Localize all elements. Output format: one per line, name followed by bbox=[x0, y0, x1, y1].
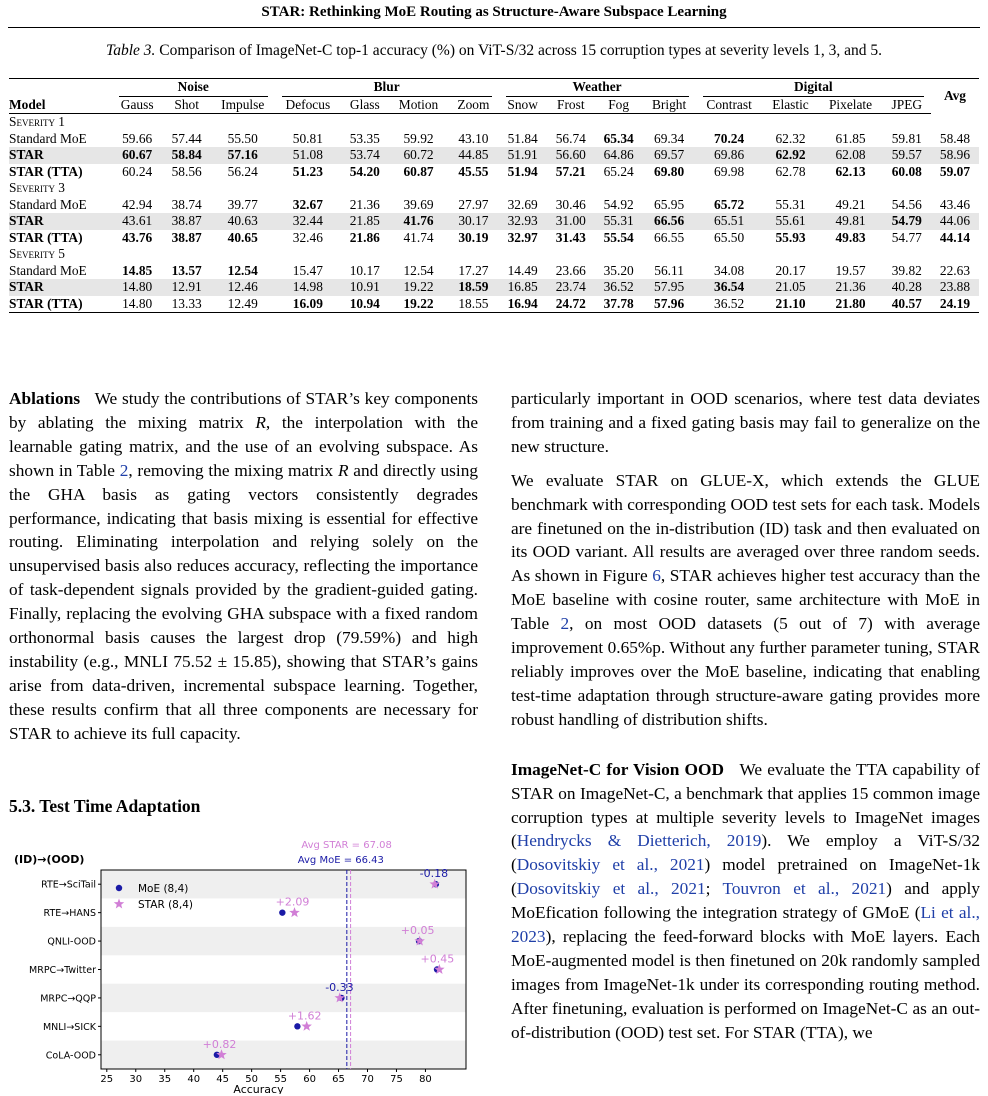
severity-label: Severity 3 bbox=[9, 180, 65, 195]
x-tick-label: 40 bbox=[187, 1074, 201, 1085]
table-cell: 65.51 bbox=[696, 213, 763, 230]
table-group-header-cell bbox=[696, 79, 931, 97]
table-cell: 55.93 bbox=[775, 229, 806, 245]
right-column bbox=[511, 387, 980, 1055]
table-cell: 21.80 bbox=[818, 296, 882, 313]
table-cell: 31.00 bbox=[547, 213, 595, 230]
table-cell: 14.80 bbox=[112, 296, 163, 313]
table-cell: 65.24 bbox=[603, 163, 634, 179]
x-tick-label: 45 bbox=[216, 1074, 230, 1085]
table-cell: 23.88 bbox=[931, 279, 979, 296]
table-cell: 56.24 bbox=[227, 163, 258, 179]
table-row bbox=[9, 197, 979, 214]
table-cell: 14.49 bbox=[507, 262, 538, 278]
citation-link[interactable]: Dosovitskiy et al., 2021 bbox=[516, 879, 706, 899]
header-rule bbox=[8, 27, 980, 28]
table-cell: 60.08 bbox=[891, 163, 922, 179]
table-cell: 39.82 bbox=[891, 262, 922, 278]
table-cell: 16.94 bbox=[499, 296, 547, 313]
category-label: MRPC→Twitter bbox=[29, 965, 96, 976]
table-cell: 59.57 bbox=[883, 147, 931, 164]
table-cell: 21.05 bbox=[763, 279, 819, 296]
table-corner-cell bbox=[9, 79, 112, 97]
column-header: Bright bbox=[643, 97, 696, 114]
table-cell: 19.22 bbox=[389, 279, 449, 296]
table-cell: 69.86 bbox=[696, 147, 763, 164]
table-cell: 35.20 bbox=[603, 262, 634, 278]
table-cell: 38.74 bbox=[171, 196, 202, 212]
table-caption bbox=[0, 42, 988, 60]
group-label: Digital bbox=[703, 79, 924, 97]
table-row bbox=[9, 147, 979, 164]
table-row bbox=[9, 230, 979, 247]
table-cell: 43.46 bbox=[939, 196, 971, 212]
column-header: Fog bbox=[595, 97, 643, 114]
table-ref-link[interactable]: 2 bbox=[119, 460, 129, 480]
table-cell: 51.84 bbox=[507, 130, 538, 146]
chart-title: (ID)→(OOD) bbox=[14, 853, 85, 866]
table-cell: 54.20 bbox=[349, 163, 380, 179]
table-cell: 57.96 bbox=[643, 296, 696, 313]
table-cell: 12.54 bbox=[227, 262, 258, 278]
table-cell: 59.07 bbox=[939, 163, 971, 179]
table-cell: 12.91 bbox=[163, 279, 211, 296]
table-cell: 10.91 bbox=[341, 279, 389, 296]
category-label: RTE→SciTail bbox=[41, 879, 96, 891]
table-cell: 70.24 bbox=[714, 130, 745, 146]
group-label: Noise bbox=[119, 79, 268, 97]
table-row bbox=[9, 164, 979, 181]
caption-label: Table 3. bbox=[106, 42, 156, 59]
table-cell: 57.16 bbox=[211, 147, 275, 164]
table-cell: 44.14 bbox=[939, 229, 971, 245]
table-cell: 55.31 bbox=[595, 213, 643, 230]
table-cell: 50.81 bbox=[292, 130, 323, 146]
table-cell: 57.95 bbox=[643, 279, 696, 296]
table-cell: 56.60 bbox=[547, 147, 595, 164]
table-row bbox=[9, 296, 979, 313]
severity-row bbox=[9, 180, 979, 197]
column-header: Gauss bbox=[112, 97, 163, 114]
table-cell: 30.17 bbox=[448, 213, 498, 230]
model-name: Standard MoE bbox=[9, 262, 87, 278]
table-cell: 41.74 bbox=[403, 229, 434, 245]
moe-point bbox=[279, 909, 285, 915]
citation-link[interactable]: Hendrycks & Dietterich, 2019 bbox=[516, 831, 762, 851]
table-cell: 57.44 bbox=[171, 130, 202, 146]
delta-label: +1.62 bbox=[287, 1009, 322, 1023]
table-cell: 39.77 bbox=[227, 196, 258, 212]
table-cell: 45.55 bbox=[458, 163, 489, 179]
column-header: Snow bbox=[499, 97, 547, 114]
table-cell: 55.50 bbox=[227, 130, 258, 146]
x-tick-label: 35 bbox=[158, 1074, 172, 1085]
tta-chart bbox=[8, 832, 478, 1094]
legend-star-label: STAR (8,4) bbox=[138, 899, 193, 911]
table-cell: 14.85 bbox=[122, 262, 153, 278]
table-cell: 51.94 bbox=[507, 163, 538, 179]
legend-star-marker bbox=[114, 899, 124, 909]
severity-row bbox=[9, 246, 979, 263]
table-cell: 59.81 bbox=[891, 130, 922, 146]
table-cell: 15.47 bbox=[292, 262, 323, 278]
delta-label: +0.45 bbox=[420, 952, 455, 966]
model-header: Model bbox=[9, 97, 112, 114]
column-header: Zoom bbox=[448, 97, 498, 114]
table-cell: 58.56 bbox=[171, 163, 202, 179]
table-group-header bbox=[9, 79, 979, 97]
model-name: Standard MoE bbox=[9, 196, 87, 212]
table-cell: 60.87 bbox=[403, 163, 434, 179]
model-name: STAR (TTA) bbox=[9, 229, 83, 245]
table-column-header bbox=[9, 97, 979, 114]
table-row bbox=[9, 213, 979, 230]
x-tick-label: 80 bbox=[419, 1074, 432, 1085]
x-tick-label: 60 bbox=[303, 1074, 316, 1085]
category-label: RTE→HANS bbox=[43, 908, 96, 920]
column-header: Impulse bbox=[211, 97, 275, 114]
column-header: Defocus bbox=[275, 97, 341, 114]
table-cell: 54.92 bbox=[603, 196, 634, 212]
category-label: CoLA-OOD bbox=[45, 1050, 96, 1062]
table-cell: 34.08 bbox=[714, 262, 745, 278]
table-cell: 65.50 bbox=[714, 229, 745, 245]
x-axis-label: Accuracy bbox=[233, 1083, 284, 1094]
table-cell: 65.34 bbox=[603, 130, 634, 146]
table-cell: 62.13 bbox=[835, 163, 866, 179]
table-cell: 62.08 bbox=[818, 147, 882, 164]
legend-moe-marker bbox=[116, 885, 122, 891]
ablations-heading: Ablations bbox=[9, 389, 81, 408]
moe-point bbox=[294, 1023, 300, 1029]
table-cell: 16.85 bbox=[499, 279, 547, 296]
page-header: STAR: Rethinking MoE Routing as Structure-Aware Subspace Learning bbox=[261, 4, 727, 20]
figure-ref-link[interactable]: 6 bbox=[652, 566, 661, 586]
results-table bbox=[9, 78, 979, 313]
x-tick-label: 25 bbox=[100, 1074, 114, 1085]
table-cell: 13.57 bbox=[171, 262, 202, 278]
table-cell: 32.44 bbox=[275, 213, 341, 230]
column-header: Shot bbox=[163, 97, 211, 114]
citation-link[interactable]: Dosovitskiy et al., 2021 bbox=[516, 855, 705, 875]
table-cell: 30.46 bbox=[555, 196, 586, 212]
table-cell: 40.63 bbox=[211, 213, 275, 230]
table-cell: 20.17 bbox=[775, 262, 806, 278]
ood-paragraph: particularly important in OOD scenarios, where test data deviates from training and a fixed gating basis may fail to generalize on the new structure. bbox=[511, 389, 980, 456]
x-tick-label: 55 bbox=[274, 1074, 287, 1085]
table-group-header-cell bbox=[275, 79, 499, 97]
x-tick-label: 50 bbox=[245, 1074, 259, 1085]
table-cell: 60.24 bbox=[122, 163, 153, 179]
model-name: STAR (TTA) bbox=[9, 296, 112, 313]
table-cell: 49.83 bbox=[835, 229, 866, 245]
table-cell: 44.06 bbox=[931, 213, 979, 230]
table-cell: 69.80 bbox=[654, 163, 685, 179]
avg-moe-label: Avg MoE = 66.43 bbox=[297, 855, 384, 866]
table-cell: 69.98 bbox=[714, 163, 745, 179]
table-cell: 18.59 bbox=[448, 279, 498, 296]
table-cell: 43.76 bbox=[122, 229, 153, 245]
table-cell: 54.56 bbox=[891, 196, 922, 212]
table-cell: 32.97 bbox=[507, 229, 538, 245]
x-tick-label: 75 bbox=[390, 1074, 403, 1085]
severity-row bbox=[9, 114, 979, 131]
table-cell: 66.55 bbox=[654, 229, 685, 245]
x-tick-label: 70 bbox=[361, 1074, 374, 1085]
delta-label: -0.33 bbox=[325, 980, 354, 994]
table-cell: 65.95 bbox=[654, 196, 685, 212]
table-cell: 32.93 bbox=[499, 213, 547, 230]
table-cell: 44.85 bbox=[448, 147, 498, 164]
category-label: QNLI-OOD bbox=[47, 936, 96, 948]
table-cell: 14.80 bbox=[112, 279, 163, 296]
table-cell: 16.09 bbox=[275, 296, 341, 313]
table-cell: 51.08 bbox=[275, 147, 341, 164]
category-label: MNLI→SICK bbox=[42, 1021, 96, 1033]
table-cell: 59.66 bbox=[122, 130, 153, 146]
table-cell: 55.61 bbox=[763, 213, 819, 230]
column-header: Motion bbox=[389, 97, 449, 114]
delta-label: +2.09 bbox=[275, 895, 310, 909]
x-tick-label: 65 bbox=[332, 1074, 345, 1085]
group-label: Blur bbox=[282, 79, 492, 97]
severity-label: Severity 5 bbox=[9, 246, 65, 261]
table-cell: 21.86 bbox=[349, 229, 380, 245]
ablations-paragraph: Ablations We study the contributions of STAR’s key components by ablating the mixing matrix R, the interpolation with the learnable gating matrix, and the use of an evolving subspace. As shown in Table 2, removing the mixing matrix R and directly using the GHA basis as gating vectors consistently degrades performance, indicating that basis mixing is essential for effective routing. Eliminating interpolation and relying solely on the unsupervised basis also reduces accuracy, reflecting the importance of task-dependent signals provided by the gradient-guided gating. Finally, replacing the evolving GHA subspace with a fixed random orthonormal basis causes the largest drop (79.59%) and high instability (e.g., MNLI 75.52 ± 15.85), showing that STAR’s gains arise from data-driven, incremental subspace learning. Together, these results confirm that all three components are necessary for STAR to achieve its full capacity. bbox=[9, 389, 478, 743]
table-cell: 32.67 bbox=[292, 196, 323, 212]
table-cell: 10.17 bbox=[349, 262, 380, 278]
row-band bbox=[101, 984, 466, 1012]
caption-text: Comparison of ImageNet-C top-1 accuracy (%) on ViT-S/32 across 15 corruption types at severity levels 1, 3, and 5. bbox=[155, 42, 882, 59]
table-cell: 12.46 bbox=[211, 279, 275, 296]
table-cell: 40.65 bbox=[227, 229, 258, 245]
row-band bbox=[101, 1041, 466, 1069]
left-column bbox=[9, 387, 478, 756]
table-cell: 54.79 bbox=[883, 213, 931, 230]
table-cell: 53.35 bbox=[349, 130, 380, 146]
table-cell: 54.77 bbox=[891, 229, 922, 245]
table-cell: 24.19 bbox=[931, 296, 979, 313]
group-label: Weather bbox=[506, 79, 689, 97]
x-tick-label: 30 bbox=[129, 1074, 143, 1085]
table-cell: 51.91 bbox=[499, 147, 547, 164]
table-cell: 42.94 bbox=[122, 196, 153, 212]
table-cell: 22.63 bbox=[939, 262, 971, 278]
citation-link[interactable]: Touvron et al., 2021 bbox=[722, 879, 887, 899]
model-name: STAR bbox=[9, 147, 112, 164]
table-cell: 17.27 bbox=[458, 262, 489, 278]
table-cell: 36.52 bbox=[595, 279, 643, 296]
avg-header: Avg bbox=[931, 79, 979, 114]
table-cell: 40.28 bbox=[883, 279, 931, 296]
table-cell: 49.21 bbox=[835, 196, 866, 212]
table-cell: 38.87 bbox=[163, 213, 211, 230]
table-cell: 49.81 bbox=[818, 213, 882, 230]
table-cell: 27.97 bbox=[458, 196, 489, 212]
table-cell: 57.21 bbox=[555, 163, 586, 179]
model-name: STAR (TTA) bbox=[9, 163, 83, 179]
table-cell: 53.74 bbox=[341, 147, 389, 164]
table-cell: 62.92 bbox=[763, 147, 819, 164]
column-header: Frost bbox=[547, 97, 595, 114]
table-cell: 12.54 bbox=[403, 262, 434, 278]
table-cell: 58.84 bbox=[163, 147, 211, 164]
column-header: JPEG bbox=[883, 97, 931, 114]
table-cell: 37.78 bbox=[595, 296, 643, 313]
imagenet-heading: ImageNet-C for Vision OOD bbox=[511, 759, 724, 779]
table-cell: 10.94 bbox=[341, 296, 389, 313]
section-title: 5.3. Test Time Adaptation bbox=[9, 796, 201, 816]
table-cell: 65.72 bbox=[714, 196, 745, 212]
category-label: MRPC→QQP bbox=[40, 993, 96, 1005]
table-cell: 36.52 bbox=[696, 296, 763, 313]
legend-moe-label: MoE (8,4) bbox=[138, 883, 189, 895]
table-cell: 39.69 bbox=[403, 196, 434, 212]
table-cell: 69.34 bbox=[654, 130, 685, 146]
table-cell: 21.10 bbox=[763, 296, 819, 313]
citation-link[interactable]: Li et al., 2023 bbox=[511, 903, 980, 947]
table-row bbox=[9, 279, 979, 296]
table-cell: 64.86 bbox=[595, 147, 643, 164]
table-cell: 19.57 bbox=[835, 262, 866, 278]
gluex-paragraph: We evaluate STAR on GLUE-X, which extends the GLUE benchmark with corresponding OOD test sets for each task. Models are finetuned on the in-distribution (ID) task and then evaluated on its OOD variant. All results are averaged over three random seeds. As shown in Figure 6, STAR achieves higher test accuracy than the MoE baseline with cosine router, same architecture with MoE in Table 2, on most OOD datasets (5 out of 7) with average improvement 0.65%p. Without any further parameter tuning, STAR reliably improves over the MoE baseline, indicating that enabling test-time adaptation through structure-aware gating provides more robust handling of distribution shifts. bbox=[511, 470, 980, 729]
table-cell: 58.96 bbox=[931, 147, 979, 164]
table-cell: 55.54 bbox=[603, 229, 634, 245]
severity-label: Severity 1 bbox=[9, 114, 65, 129]
imagenet-paragraph: ImageNet-C for Vision OOD We evaluate the TTA capability of STAR on ImageNet-C, a benchmark that applies 15 common image corruption types at multiple severity levels to ImageNet images (Hendrycks & Dietterich, 2019). We employ a ViT-S/32 (Dosovitskiy et al., 2021) model pretrained on ImageNet-1k (Dosovitskiy et al., 2021; Touvron et al., 2021) and apply MoEfication following the integration strategy of GMoE (Li et al., 2023), replacing the feed-forward blocks with MoE layers. Each MoE-augmented model is then finetuned on 20k randomly sampled images from ImageNet-1k under its corresponding routing method. After finetuning, evaluation is performed on ImageNet-C as an out-of-distribution (OOD) test set. For STAR (TTA), we bbox=[511, 759, 980, 1042]
table-row bbox=[9, 131, 979, 148]
table-cell: 56.11 bbox=[654, 262, 684, 278]
table-cell: 56.74 bbox=[555, 130, 586, 146]
table-cell: 14.98 bbox=[275, 279, 341, 296]
table-cell: 38.87 bbox=[171, 229, 202, 245]
table-cell: 66.56 bbox=[643, 213, 696, 230]
table-cell: 60.67 bbox=[112, 147, 163, 164]
delta-label: -0.18 bbox=[419, 867, 449, 881]
table-cell: 32.69 bbox=[507, 196, 538, 212]
model-name: STAR bbox=[9, 279, 112, 296]
table-cell: 55.31 bbox=[775, 196, 806, 212]
table-cell: 59.92 bbox=[403, 130, 434, 146]
model-name: Standard MoE bbox=[9, 130, 87, 146]
table-cell: 30.19 bbox=[458, 229, 489, 245]
table-row bbox=[9, 263, 979, 280]
delta-label: +0.82 bbox=[202, 1037, 237, 1051]
table-cell: 36.54 bbox=[696, 279, 763, 296]
avg-star-label: Avg STAR = 67.08 bbox=[301, 840, 392, 851]
table-cell: 21.85 bbox=[341, 213, 389, 230]
table-cell: 18.55 bbox=[448, 296, 498, 313]
table-cell: 43.10 bbox=[458, 130, 489, 146]
column-header: Elastic bbox=[763, 97, 819, 114]
table-cell: 62.32 bbox=[775, 130, 806, 146]
table-group-header-cell bbox=[112, 79, 275, 97]
table-cell: 23.74 bbox=[547, 279, 595, 296]
table-cell: 12.49 bbox=[211, 296, 275, 313]
table-group-header-cell bbox=[499, 79, 696, 97]
table-cell: 24.72 bbox=[547, 296, 595, 313]
table-cell: 21.36 bbox=[818, 279, 882, 296]
table-cell: 23.66 bbox=[555, 262, 586, 278]
table-cell: 40.57 bbox=[883, 296, 931, 313]
table-cell: 51.23 bbox=[292, 163, 323, 179]
table-cell: 13.33 bbox=[163, 296, 211, 313]
delta-label: +0.05 bbox=[400, 924, 435, 938]
table-cell: 19.22 bbox=[389, 296, 449, 313]
model-name: STAR bbox=[9, 213, 112, 230]
table-cell: 31.43 bbox=[555, 229, 586, 245]
table-cell: 60.72 bbox=[389, 147, 449, 164]
table-cell: 32.46 bbox=[292, 229, 323, 245]
table-cell: 21.36 bbox=[349, 196, 380, 212]
table-cell: 69.57 bbox=[643, 147, 696, 164]
table-cell: 41.76 bbox=[389, 213, 449, 230]
table-cell: 62.78 bbox=[775, 163, 806, 179]
column-header: Glass bbox=[341, 97, 389, 114]
table-cell: 61.85 bbox=[835, 130, 866, 146]
table-cell: 43.61 bbox=[112, 213, 163, 230]
column-header: Pixelate bbox=[818, 97, 882, 114]
table-cell: 58.48 bbox=[939, 130, 971, 146]
column-header: Contrast bbox=[696, 97, 763, 114]
table-ref-link[interactable]: 2 bbox=[560, 614, 570, 634]
